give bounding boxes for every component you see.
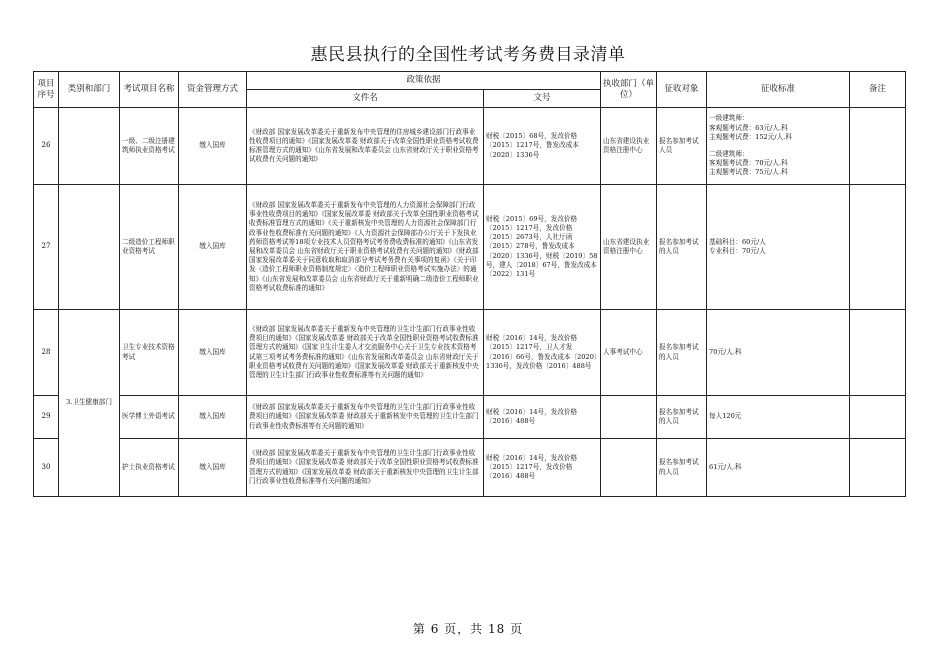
collecting-dept [601, 396, 657, 439]
standard-line: 每人120元 [709, 412, 742, 421]
document-name: 《财政部 国家发展改革委关于重新发布中央管理的卫生计生部门行政事业性收费项目的通知》《国家发展改革委 财政部关于改革全国性职业资格考试收费标准管理方式的通知》《国家卫生计生委人才交流服务中心关于卫生专业技术资格考试第三项考试考务费标准的通知》《山东省发展和改革委员会 山东省财政厅关于职业资格考试收费有关问题的通知》《国家发展改革委 财政部关于重新核发中央管理的卫生计生部门行政事业性收费标准等有关问题的通知》 [247, 310, 484, 396]
header-exam: 考试项目名称 [120, 72, 179, 108]
header-dept: 执收部门（单位） [601, 72, 657, 108]
header-policy: 政策依据 [247, 72, 601, 90]
fund-method: 缴入国库 [179, 439, 247, 497]
table-row [34, 108, 906, 185]
standard-line: 一级建筑师： [709, 114, 749, 123]
header-category: 类别和部门 [59, 72, 120, 108]
row-number: 26 [34, 108, 59, 185]
standard-line: 专业科目：70元/人 [709, 247, 766, 255]
row-number: 28 [34, 310, 59, 396]
fee-table [33, 71, 906, 497]
document-number: 财税〔2015〕69号，发改价格〔2015〕1217号，发改价格〔2015〕2673号，人社厅函〔2015〕278号，鲁发改成本〔2020〕1336号，财税〔2019〕58号，建人〔2018〕67号，鲁发改成本〔2022〕131号 [484, 185, 601, 310]
standard-line: 客观题考试费：70元/人.科 [709, 159, 788, 168]
collection-target: 报名参加考试的人员 [657, 396, 707, 439]
header-target: 征收对象 [657, 72, 707, 108]
fund-method: 缴入国库 [179, 185, 247, 310]
page-title: 惠民县执行的全国性考试考务费目录清单 [310, 45, 626, 65]
collecting-dept: 山东省建设执业资格注册中心 [601, 108, 657, 185]
fund-method: 缴入国库 [179, 396, 247, 439]
collection-target: 报名参加考试的人员 [657, 439, 707, 497]
standard-line: 基础科目：60元/人 [709, 237, 766, 246]
header-doc-no: 文号 [484, 90, 601, 108]
table-row [34, 439, 906, 497]
document-number: 财税〔2015〕68号，发改价格〔2015〕1217号，鲁发改成本〔2020〕1336号 [484, 108, 601, 185]
standard-line: 主观题考试费：152元/人.科 [709, 132, 792, 141]
collection-standard [707, 396, 850, 439]
header-row-1 [34, 72, 906, 90]
document-name: 《财政部 国家发展改革委关于重新发布中央管理的卫生计生部门行政事业性收费项目的通知》《国家发展改革委 财政部关于重新核发中央管理的卫生计生部门行政事业性收费标准等有关问题的通知》 [247, 396, 484, 439]
remark-cell [850, 108, 906, 185]
department-group: 3.卫生健康部门 [59, 310, 120, 497]
collection-target: 报名参加考试人员 [657, 108, 707, 185]
remark-cell [850, 396, 906, 439]
exam-name: 一级、二级注册建筑师执业资格考试 [120, 108, 179, 185]
row-number: 30 [34, 439, 59, 497]
category-cell [59, 108, 120, 185]
remark-cell [850, 310, 906, 396]
exam-name: 护士执业资格考试 [120, 439, 179, 497]
document-number: 财税〔2016〕14号，发改价格〔2015〕1217号，卫人才发〔2016〕66号，鲁发改成本〔2020〕1336号，发改价格〔2016〕488号 [484, 310, 601, 396]
document-number: 财税〔2016〕14号，发改价格〔2016〕488号 [484, 396, 601, 439]
category-cell [59, 185, 120, 310]
row-number: 27 [34, 185, 59, 310]
collection-standard [707, 185, 850, 310]
header-seq: 项目序号 [34, 72, 59, 108]
collection-standard [707, 310, 850, 396]
collection-target: 报名参加考试的人员 [657, 310, 707, 396]
document-number: 财税〔2016〕14号，发改价格〔2015〕1217号，发改价格〔2016〕488号 [484, 439, 601, 497]
standard-line: 主观题考试费：75元/人.科 [709, 168, 788, 177]
collecting-dept: 山东省建设执业资格注册中心 [601, 185, 657, 310]
row-number: 29 [34, 396, 59, 439]
exam-name: 医学博士外语考试 [120, 396, 179, 439]
header-standard: 征收标准 [707, 72, 850, 108]
collecting-dept [601, 439, 657, 497]
remark-cell [850, 185, 906, 310]
document-name: 《财政部 国家发展改革委关于重新发布中央管理的人力资源社会保障部门行政事业性收费项目的通知》《国家发展改革委 财政部关于改革全国性职业资格考试收费标准管理方式的通知》《关于重新核发中央管理的人力资源社会保障部门行政事业性收费标准有关问题的通知》《人力资源社会保障部办公厅关于下发执业药师资格考试等18项专业技术人员资格考试考务费收费标准的通知》《山东省发展和改革委员会 山东省财政厅关于职业资格考试收费有关问题的通知》《财政部 国家发展改革委关于同意收取和取消部分考试考务费有关事项的复函》《关于印发〈造价工程师职业资格制度规定〉〈造价工程师职业资格考试实施办法〉的通知》《山东省发展和改革委员会 山东省财政厅关于重新明确二级造价工程师职业资格考试收费标准的通知》 [247, 185, 484, 310]
standard-line: 客观题考试费：63元/人.科 [709, 123, 788, 132]
table-row [34, 185, 906, 310]
standard-line: 70元/人.科 [709, 347, 742, 356]
document-name: 《财政部 国家发展改革委关于重新发布中央管理的住房城乡建设部门行政事业性收费项目的通知》《国家发展改革委 财政部关于改革全国性职业资格考试收费标准管理方式的通知》《山东省发展和改革委员会 山东省财政厅关于职业资格考试收费有关问题的通知》 [247, 108, 484, 185]
collecting-dept: 人事考试中心 [601, 310, 657, 396]
remark-cell [850, 439, 906, 497]
header-fund: 资金管理方式 [179, 72, 247, 108]
header-doc-name: 文件名 [247, 90, 484, 108]
fund-method: 缴入国库 [179, 310, 247, 396]
fund-method: 缴入国库 [179, 108, 247, 185]
exam-name: 卫生专业技术资格考试 [120, 310, 179, 396]
standard-line [709, 142, 847, 150]
header-remark: 备注 [850, 72, 906, 108]
table-row [34, 310, 906, 396]
collection-standard [707, 439, 850, 497]
standard-line: 二级建筑师： [709, 150, 749, 158]
standard-line: 61元/人.科 [709, 462, 742, 471]
table-row [34, 396, 906, 439]
collection-target: 报名参加考试的人员 [657, 185, 707, 310]
collection-standard [707, 108, 850, 185]
exam-name: 二级造价工程师职业资格考试 [120, 185, 179, 310]
document-name: 《财政部 国家发展改革委关于重新发布中央管理的卫生计生部门行政事业性收费项目的通知》《国家发展改革委 财政部关于改革全国性职业资格考试收费标准管理方式的通知》《国家发展改革委 财政部关于重新核发中央管理的卫生计生部门行政事业性收费标准等有关问题的通知》 [247, 439, 484, 497]
page-footer: 第 6 页，共 18 页 [412, 622, 524, 636]
